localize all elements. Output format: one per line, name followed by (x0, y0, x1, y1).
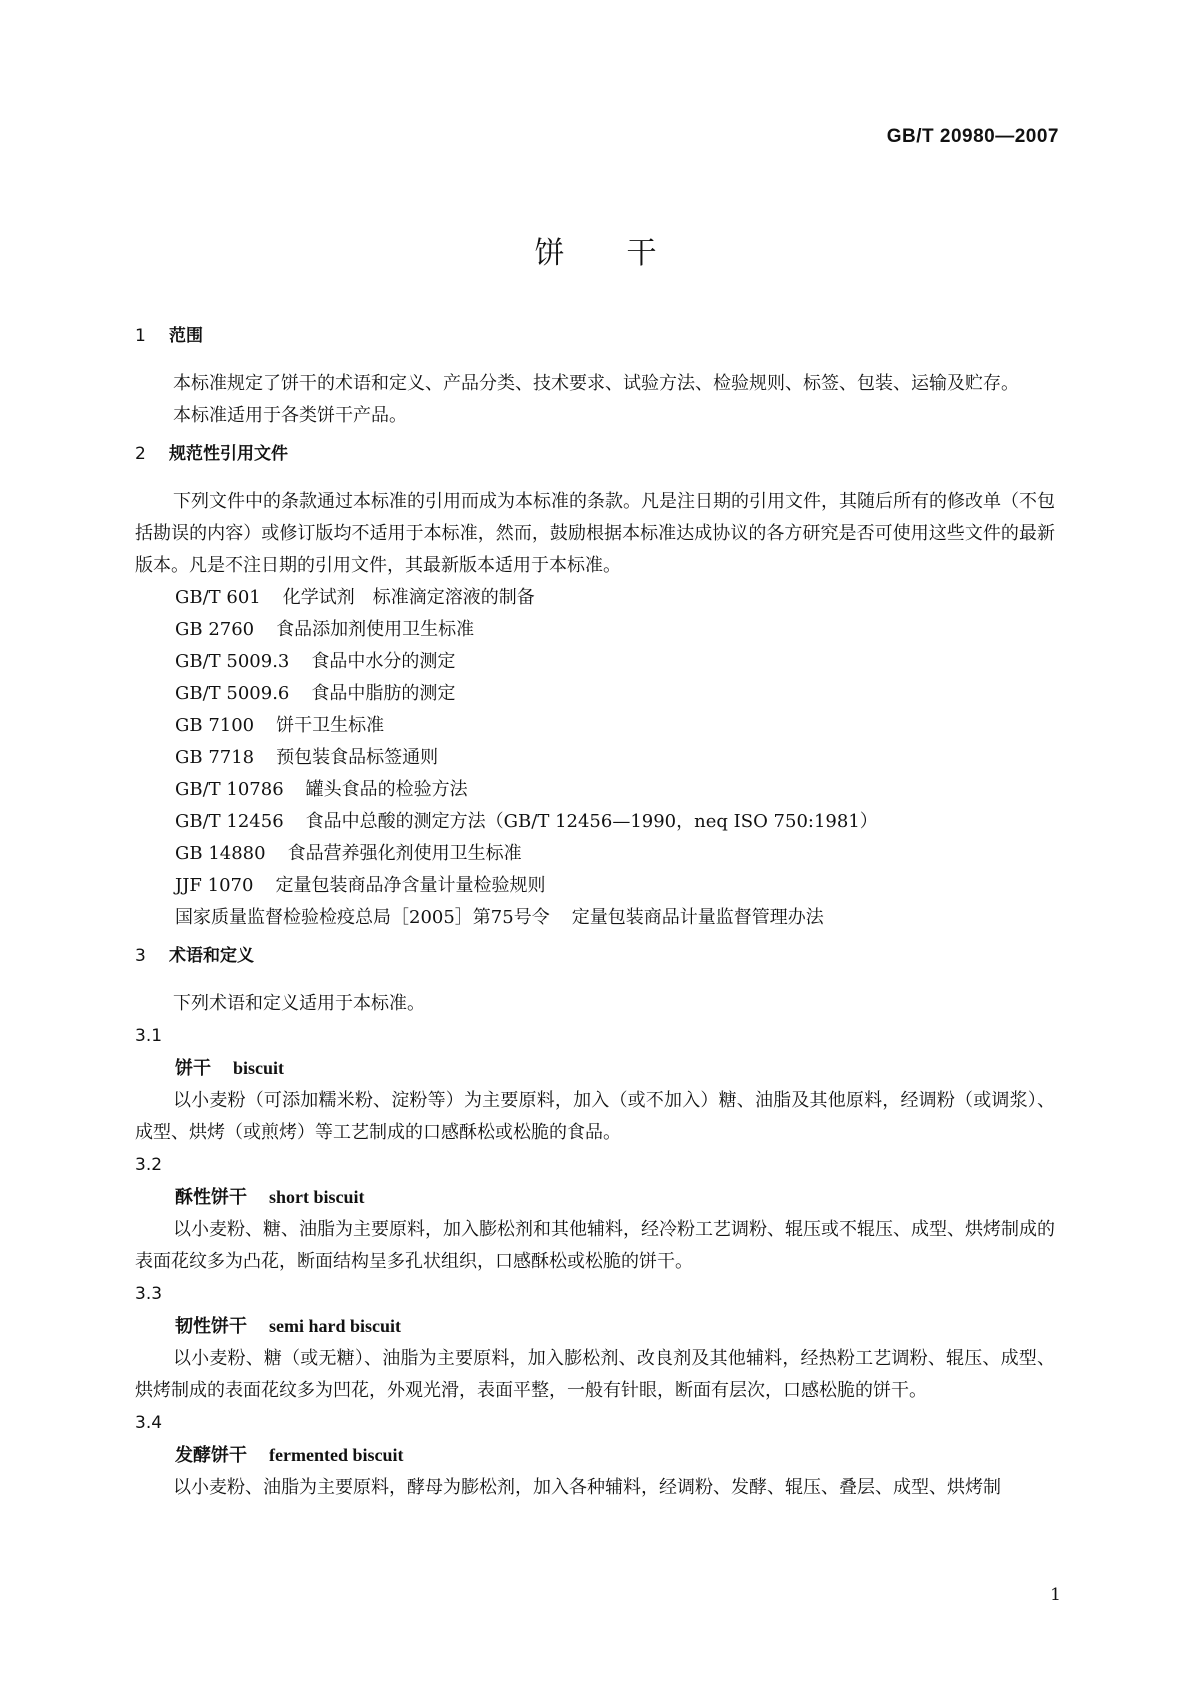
term-heading (135, 1310, 1055, 1343)
section-heading (135, 438, 1055, 470)
reference-title: 食品中脂肪的测定 (311, 683, 456, 704)
section-number: 1 (135, 326, 146, 346)
reference-item (135, 870, 1055, 902)
reference-code: GB/T 10786 (175, 779, 284, 800)
reference-title: 定量包装商品净含量计量检验规则 (275, 875, 546, 896)
term-en: semi hard biscuit (269, 1316, 402, 1336)
section-heading (135, 320, 1055, 352)
reference-title: 预包装食品标签通则 (276, 747, 439, 768)
term-zh: 发酵饼干 (175, 1445, 247, 1466)
reference-title: 食品中总酸的测定方法（GB/T 12456—1990，neq ISO 750:1981） (305, 811, 878, 832)
section-heading (135, 940, 1055, 972)
reference-item (135, 774, 1055, 806)
reference-title: 食品中水分的测定 (311, 651, 456, 672)
reference-item (135, 678, 1055, 710)
section-number: 2 (135, 444, 146, 464)
term-en: biscuit (233, 1058, 285, 1078)
term-definition: 以小麦粉、糖、油脂为主要原料，加入膨松剂和其他辅料，经冷粉工艺调粉、辊压或不辊压、成型、烘烤制成的表面花纹多为凸花，断面结构呈多孔状组织，口感酥松或松脆的饼干。 (135, 1219, 1055, 1272)
document-title: 饼干 (534, 236, 719, 271)
term-heading (135, 1181, 1055, 1214)
paragraph: 本标准适用于各类饼干产品。 (173, 405, 407, 426)
reference-code: GB/T 601 (175, 587, 261, 608)
term-heading (135, 1052, 1055, 1085)
reference-item (135, 582, 1055, 614)
reference-item (135, 614, 1055, 646)
reference-code: GB/T 12456 (175, 811, 284, 832)
document-body (135, 320, 1055, 1504)
term-zh: 酥性饼干 (175, 1187, 247, 1208)
term-zh: 韧性饼干 (175, 1316, 247, 1337)
reference-title: 罐头食品的检验方法 (305, 779, 468, 800)
reference-title: 定量包装商品计量监督管理办法 (571, 907, 824, 928)
reference-code: GB 7718 (175, 747, 255, 768)
paragraph: 下列文件中的条款通过本标准的引用而成为本标准的条款。凡是注日期的引用文件，其随后所有的修改单（不包括勘误的内容）或修订版均不适用于本标准，然而，鼓励根据本标准达成协议的各方研究是否可使用这些文件的最新版本。凡是不注日期的引用文件，其最新版本适用于本标准。 (135, 491, 1055, 576)
reference-title: 食品营养强化剂使用卫生标准 (287, 843, 522, 864)
section-title: 规范性引用文件 (169, 444, 288, 464)
reference-title: 食品添加剂使用卫生标准 (276, 619, 475, 640)
paragraph: 下列术语和定义适用于本标准。 (173, 993, 425, 1014)
standard-code: GB/T 20980—2007 (886, 126, 1059, 147)
reference-code: GB/T 5009.3 (175, 651, 290, 672)
term-number: 3.4 (135, 1413, 163, 1433)
reference-code: GB 14880 (175, 843, 266, 864)
page-number: 1 (1050, 1585, 1061, 1605)
reference-item (135, 838, 1055, 870)
section-title: 范围 (169, 326, 203, 346)
term-definition: 以小麦粉（可添加糯米粉、淀粉等）为主要原料，加入（或不加入）糖、油脂及其他原料，经调粉（或调浆）、成型、烘烤（或煎烤）等工艺制成的口感酥松或松脆的食品。 (135, 1090, 1055, 1143)
reference-list (135, 582, 1055, 934)
term-en: short biscuit (269, 1187, 365, 1207)
reference-code: GB/T 5009.6 (175, 683, 290, 704)
reference-code: JJF 1070 (175, 875, 254, 896)
reference-code: GB 2760 (175, 619, 255, 640)
reference-item (135, 742, 1055, 774)
term-heading (135, 1439, 1055, 1472)
term-definition: 以小麦粉、油脂为主要原料，酵母为膨松剂，加入各种辅料，经调粉、发酵、辊压、叠层、成型、烘烤制 (173, 1477, 1001, 1498)
section-title: 术语和定义 (169, 946, 254, 966)
reference-title: 化学试剂 标准滴定溶液的制备 (282, 587, 535, 608)
paragraph: 本标准规定了饼干的术语和定义、产品分类、技术要求、试验方法、检验规则、标签、包装、运输及贮存。 (173, 373, 1019, 394)
reference-code: 国家质量监督检验检疫总局［2005］第75号令 (175, 907, 550, 928)
reference-item (135, 646, 1055, 678)
reference-item (135, 710, 1055, 742)
term-en: fermented biscuit (269, 1445, 404, 1465)
term-zh: 饼干 (175, 1058, 211, 1079)
section-number: 3 (135, 946, 146, 966)
reference-item (135, 902, 1055, 934)
term-number: 3.2 (135, 1155, 163, 1175)
term-number: 3.3 (135, 1284, 163, 1304)
reference-code: GB 7100 (175, 715, 255, 736)
reference-item (135, 806, 1055, 838)
reference-title: 饼干卫生标准 (276, 715, 385, 736)
term-number: 3.1 (135, 1026, 163, 1046)
term-definition: 以小麦粉、糖（或无糖）、油脂为主要原料，加入膨松剂、改良剂及其他辅料，经热粉工艺调粉、辊压、成型、烘烤制成的表面花纹多为凹花，外观光滑，表面平整，一般有针眼，断面有层次，口感松脆的饼干。 (135, 1348, 1055, 1401)
